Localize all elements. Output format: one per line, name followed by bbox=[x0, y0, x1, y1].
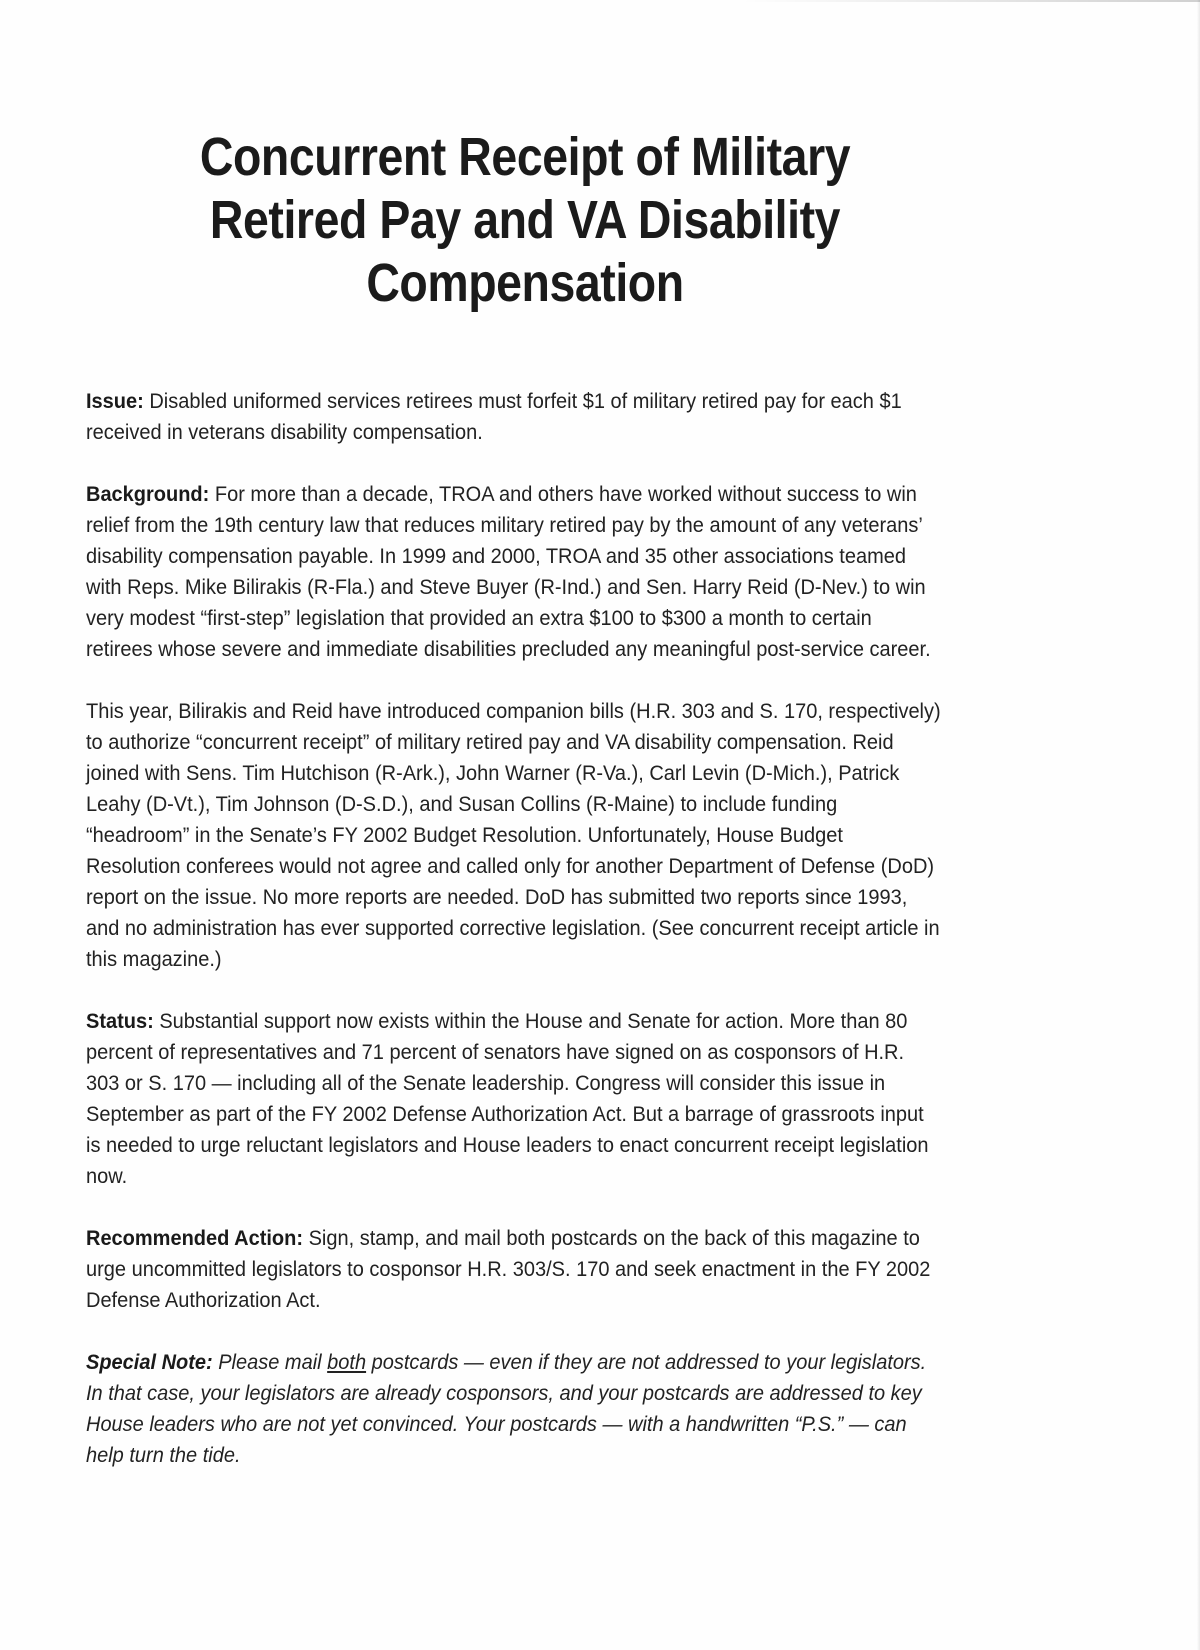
special-note-text-before: Please mail bbox=[212, 1350, 328, 1374]
recommended-action-label: Recommended Action: bbox=[86, 1226, 304, 1250]
article-body bbox=[86, 386, 1006, 1502]
background-text: For more than a decade, TROA and others have worked without success to win relief from the 19th century law that reduces military retired pay by the amount of any veterans’ disability compensation payable. In 1999 and 2000, TROA and 35 other associations teamed with Reps. Mike Bilirakis (R-Fla.) and Steve Buyer (R-Ind.) and Sen. Harry Reid (D-Nev.) to win very modest “first-step” legislation that provided an extra $100 to $300 a month to certain retirees whose severe and immediate disabilities precluded any meaningful post-service career. bbox=[86, 482, 931, 661]
this-year-paragraph bbox=[86, 696, 942, 975]
recommended-action-paragraph bbox=[86, 1223, 942, 1316]
special-note-paragraph bbox=[86, 1347, 942, 1471]
this-year-text: This year, Bilirakis and Reid have introduced companion bills (H.R. 303 and S. 170, respectively) to authorize “concurrent receipt” of military retired pay and VA disability compensation. Reid joined with Sens. Tim Hutchison (R-Ark.), John Warner (R-Va.), Carl Levin (D-Mich.), Patrick Leahy (D-Vt.), Tim Johnson (D-S.D.), and Susan Collins (R-Maine) to include funding “headroom” in the Senate’s FY 2002 Budget Resolution. Unfortunately, House Budget Resolution conferees would not agree and called only for another Department of Defense (DoD) report on the issue. No more reports are needed. DoD has submitted two reports since 1993, and no administration has ever supported corrective legislation. (See concurrent receipt article in this magazine.) bbox=[86, 699, 941, 971]
issue-paragraph bbox=[86, 386, 942, 448]
issue-text: Disabled uniformed services retirees must forfeit $1 of military retired pay for each $1 received in veterans disability compensation. bbox=[86, 389, 902, 444]
background-paragraph bbox=[86, 479, 942, 665]
special-note-label: Special Note: bbox=[86, 1350, 213, 1374]
status-label: Status: bbox=[86, 1009, 154, 1033]
recommended-action-text: Sign, stamp, and mail both postcards on the back of this magazine to urge uncommitted legislators to cosponsor H.R. 303/S. 170 and seek enactment in the FY 2002 Defense Authorization Act. bbox=[86, 1226, 931, 1312]
issue-label: Issue: bbox=[86, 389, 144, 413]
background-label: Background: bbox=[86, 482, 210, 506]
status-paragraph bbox=[86, 1006, 942, 1192]
page-title: Concurrent Receipt of Military Retired Pay and VA Disability Compensation bbox=[199, 127, 851, 313]
special-note-text-after: postcards — even if they are not addressed to your legislators. In that case, your legislators are already cosponsors, and your postcards are addressed to key House leaders who are not yet convinced. Your postcards — with a handwritten “P.S.” — can help turn the tide. bbox=[86, 1350, 927, 1467]
special-note-emphasis: both bbox=[327, 1350, 367, 1374]
page-edge-shadow-top bbox=[740, 0, 1200, 2]
status-text: Substantial support now exists within the House and Senate for action. More than 80 percent of representatives and 71 percent of senators have signed on as cosponsors of H.R. 303 or S. 170 — including all of the Senate leadership. Congress will consider this issue in September as part of the FY 2002 Defense Authorization Act. But a barrage of grassroots input is needed to urge reluctant legislators and House leaders to enact concurrent receipt legislation now. bbox=[86, 1009, 929, 1188]
